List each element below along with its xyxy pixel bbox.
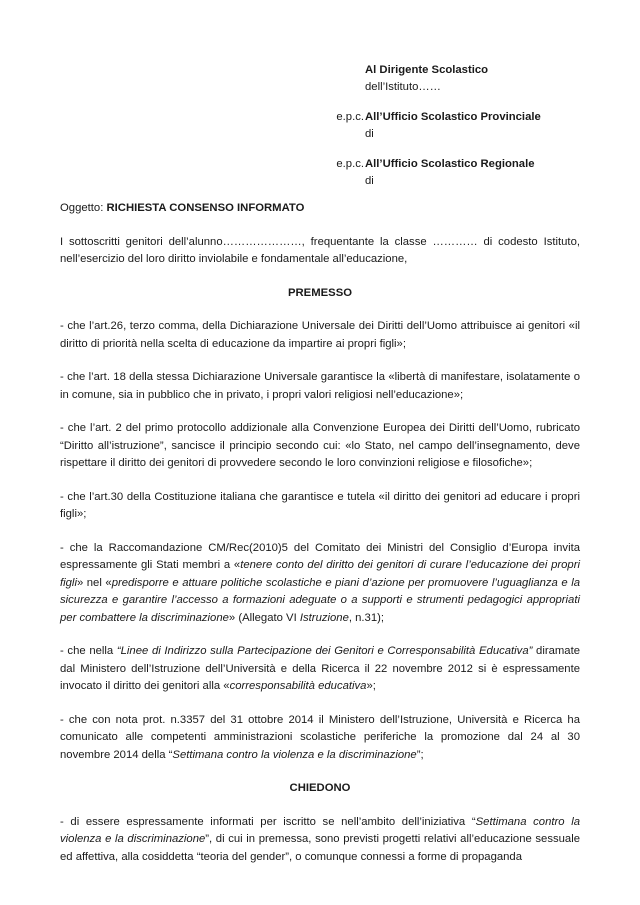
premessa-nota-miur — [60, 712, 580, 765]
subject-line — [60, 200, 580, 218]
text-run: , n.31); — [348, 611, 385, 624]
premessa-art26: - che l’art.26, terzo comma, della Dichiarazione Universale dei Diritti dell’Uomo attribuisce ai genitori «il diritto di priorità nella scelta di educazione da impartire ai propri figli»; — [60, 320, 580, 350]
chiedono-heading: CHIEDONO — [289, 782, 351, 794]
text-run: » (Allegato VI — [228, 611, 300, 624]
recipient-detail: di — [365, 128, 374, 140]
subject-value: RICHIESTA CONSENSO INFORMATO — [106, 202, 305, 214]
text-run: - di essere espressamente informati per iscritto se nell’ambito dell’iniziativa “ — [60, 815, 476, 828]
premessa-raccomandazione — [60, 540, 580, 628]
recipient-name: All’Ufficio Scolastico Provinciale — [365, 111, 541, 123]
premessa-art30: - che l’art.30 della Costituzione italiana che garantisce e tutela «il diritto dei genitori ad educare i propri figli»; — [60, 490, 580, 520]
premessa-cedu: - che l’art. 2 del primo protocollo addizionale alla Convenzione Europea dei Diritti dell’Uomo, rubricato “Diritto all’istruzione”, sancisce il principio secondo cui: «lo Stato, nel campo dell’insegnamento, deve rispettare il diritto dei genitori di provvedere secondo le loro convinzioni religiose e filosofiche»; — [60, 422, 580, 469]
epc-label: e.p.c. — [336, 111, 364, 123]
recipient-name: Al Dirigente Scolastico — [365, 64, 489, 76]
letter-body — [60, 200, 580, 866]
recipient-detail: dell’Istituto…… — [365, 81, 441, 93]
text-run-italic: corresponsabilità educativa — [229, 680, 367, 692]
text-run-italic: “Linee di Indirizzo sulla Partecipazione dei Genitori e Corresponsabilità Educativa” — [116, 645, 533, 657]
text-run-italic: Settimana contro la violenza e la discriminazione — [60, 815, 580, 845]
text-run: diramate dal Ministero dell’Istruzione dell’Università e della Ricerca il 22 novembre 2012 si è espressamente invocato il diritto dei genitori alla « — [60, 645, 581, 692]
richiesta-informazione — [60, 814, 580, 867]
text-run-italic: predisporre e attuare politiche scolastiche e piani d’azione per promuovere l’uguaglianza e la sicurezza e garantire l’accesso a formazioni adeguate o a supporti e strumenti pedagogici appropriati per combattere la discriminazione — [60, 576, 580, 624]
text-run: »; — [366, 680, 376, 692]
subject-label: Oggetto: — [60, 202, 104, 214]
premessa-art18: - che l’art. 18 della stessa Dichiarazione Universale garantisce la «libertà di manifestare, isolatamente o in comune, sia in pubblico che in privato, i propri valori religiosi nell’educazione»; — [60, 371, 580, 401]
text-run: - che con nota prot. n.3357 del 31 ottobre 2014 il Ministero dell’Istruzione, Università e Ricerca ha comunicato alle competenti amministrazioni scolastiche periferiche la promozione dal 24 al 30 novembre 2014 della “ — [60, 713, 580, 761]
text-run-italic: tenere conto del diritto dei genitori di curare l’educazione dei propri figli — [60, 559, 580, 589]
recipient-name: All’Ufficio Scolastico Regionale — [365, 158, 535, 170]
text-run: - che la Raccomandazione CM/Rec(2010)5 del Comitato dei Ministri del Consiglio d’Europa invita espressamente gli Stati membri a « — [60, 541, 580, 571]
text-run: - che nella — [60, 645, 117, 657]
premesso-heading: PREMESSO — [287, 286, 353, 299]
premessa-linee-indirizzo — [60, 643, 580, 696]
text-run: ”; — [416, 748, 424, 761]
intro-paragraph: I sottoscritti genitori dell’alunno…………………, frequentante la classe ………… di codesto Istituto, nell’esercizio del loro diritto inviolabile e fondamentale all’educazione, — [60, 235, 580, 265]
text-run: » nel « — [76, 576, 112, 589]
recipient-detail: di — [365, 175, 374, 187]
text-run-italic: Istruzione — [299, 611, 349, 624]
epc-label: e.p.c. — [336, 158, 364, 170]
text-run: ”, di cui in premessa, sono previsti progetti relativi all’educazione sessuale ed affettiva, alla cosiddetta “teoria del gender”, o comunque connessi a forme di propaganda — [60, 833, 580, 863]
text-run-italic: Settimana contro la violenza e la discriminazione — [172, 748, 417, 761]
